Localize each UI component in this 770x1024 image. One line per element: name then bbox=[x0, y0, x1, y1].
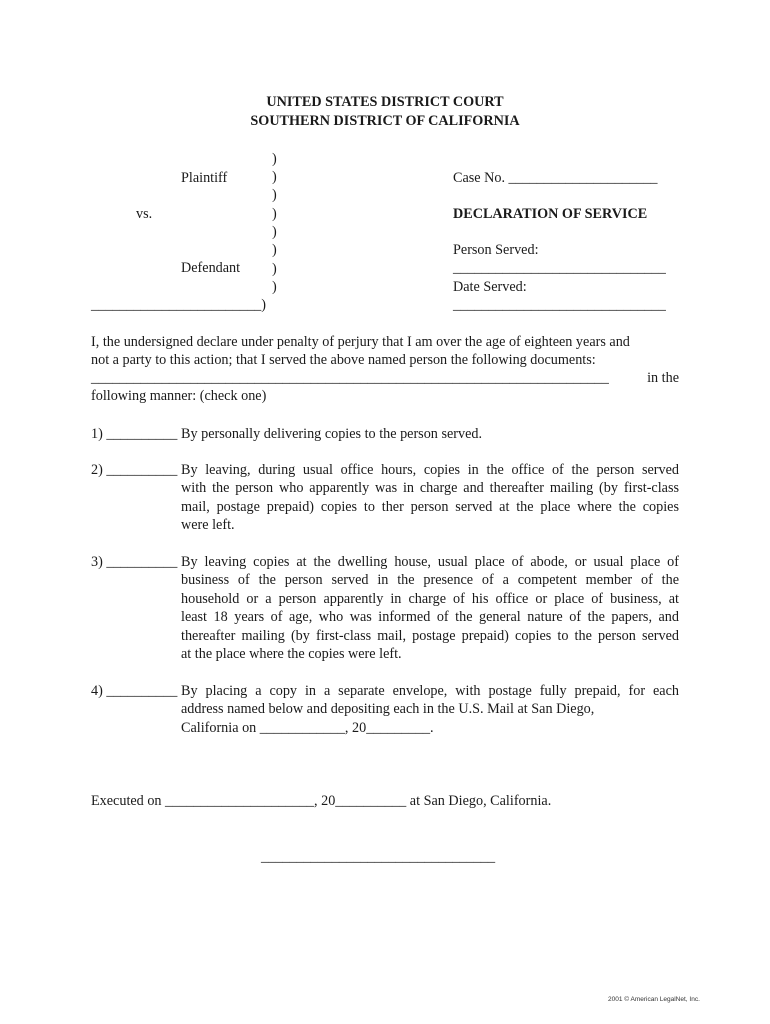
option-2-text bbox=[181, 461, 679, 535]
option-3-line: least 18 years of age, who was informed of the general nature of the papers, and bbox=[181, 609, 679, 626]
declaration-title: DECLARATION OF SERVICE bbox=[453, 206, 648, 222]
option-2-line: By leaving, during usual office hours, copies in the office of the person served bbox=[181, 462, 679, 478]
defendant-label: Defendant bbox=[181, 260, 241, 276]
copyright-footer: 2001 © American LegalNet, Inc. bbox=[608, 996, 700, 1003]
caption-paren: ) bbox=[272, 151, 277, 167]
option-4-line: By placing a copy in a separate envelope, with postage fully prepaid, for each bbox=[181, 683, 679, 699]
option-3-text bbox=[181, 553, 679, 663]
caption-paren: ) bbox=[272, 169, 277, 185]
date-served-field[interactable]: ______________________________ bbox=[453, 297, 666, 313]
option-3-line: thereafter mailing (by first-class mail, postage prepaid) copies to the person served bbox=[181, 627, 679, 644]
executed-line[interactable]: Executed on _____________________, 20__________ at San Diego, California. bbox=[91, 793, 552, 809]
person-served-label: Person Served: bbox=[453, 242, 539, 258]
caption-paren: ) bbox=[272, 187, 277, 203]
option-3-checkbox[interactable]: 3) __________ bbox=[91, 554, 178, 570]
caption-paren: ) bbox=[272, 206, 277, 222]
documents-line bbox=[91, 369, 679, 387]
option-4-line: California on ____________, 20_________. bbox=[181, 719, 434, 736]
option-3-line: By leaving copies at the dwelling house, usual place of abode, or usual place of bbox=[181, 554, 679, 570]
option-1-text: By personally delivering copies to the person served. bbox=[181, 426, 483, 442]
court-name: UNITED STATES DISTRICT COURT bbox=[266, 94, 504, 110]
plaintiff-label: Plaintiff bbox=[181, 170, 228, 186]
date-served-label: Date Served: bbox=[453, 279, 527, 295]
intro-line-1: I, the undersigned declare under penalty of perjury that I am over the age of eighteen years and bbox=[91, 334, 630, 350]
option-2-line: with the person who apparently was in charge and thereafter mailing (by first-class bbox=[181, 480, 679, 497]
signature-field[interactable]: _________________________________ bbox=[261, 849, 496, 865]
documents-field[interactable]: _________________________________________________________________________ bbox=[91, 370, 609, 386]
district-name: SOUTHERN DISTRICT OF CALIFORNIA bbox=[250, 113, 520, 129]
option-3-line: household or a person apparently in charge of his office or place of business, at bbox=[181, 590, 679, 607]
caption-paren: ) bbox=[272, 224, 277, 240]
caption-paren: ) bbox=[272, 242, 277, 258]
option-4-line: address named below and depositing each in the U.S. Mail at San Diego, bbox=[181, 701, 595, 718]
option-3-line: at the place where the copies were left. bbox=[181, 646, 402, 663]
case-number-field[interactable]: Case No. _____________________ bbox=[453, 170, 658, 186]
option-2-line: mail, postage prepaid) copies to ther person served at the place where the copies bbox=[181, 498, 679, 515]
option-4-text bbox=[181, 682, 679, 737]
option-3-line: business of the person served in the presence of a competent member of the bbox=[181, 572, 679, 589]
vs-label: vs. bbox=[136, 206, 153, 222]
person-served-field[interactable]: ______________________________ bbox=[453, 260, 666, 276]
intro-line-2: not a party to this action; that I served the above named person the following documents: bbox=[91, 352, 596, 368]
option-2-checkbox[interactable]: 2) __________ bbox=[91, 462, 178, 478]
option-4-checkbox[interactable]: 4) __________ bbox=[91, 683, 178, 699]
intro-line-4: following manner: (check one) bbox=[91, 388, 267, 404]
documents-suffix: in the bbox=[647, 370, 679, 386]
option-2-line: were left. bbox=[181, 517, 235, 534]
caption-bottom-rule: ________________________) bbox=[91, 297, 266, 313]
option-1-checkbox[interactable]: 1) __________ bbox=[91, 426, 178, 442]
caption-paren: ) bbox=[272, 279, 277, 295]
caption-paren: ) bbox=[272, 261, 277, 277]
